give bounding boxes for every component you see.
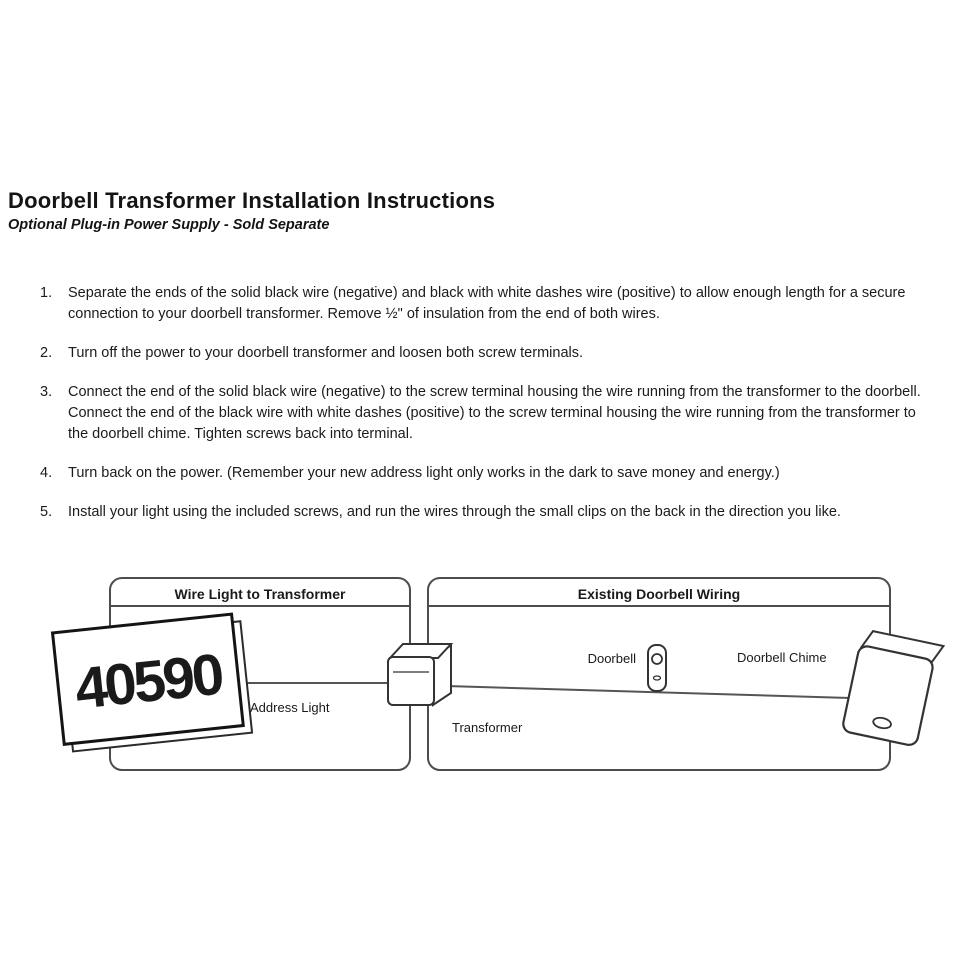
step-text: Turn off the power to your doorbell transformer and loosen both screw terminals.	[68, 345, 584, 362]
wire-transformer-to-chime	[446, 686, 850, 698]
transformer-box	[388, 644, 451, 705]
step-number: 2.	[40, 345, 53, 362]
doorbell-chime-box	[842, 629, 944, 748]
step-text: Connect the end of the solid black wire (negative) to the screw terminal housing the wire running from the transformer to the doorbell. Connect the end of the black wire with white dashes (positive) to the screw terminal housing the wire running from the transformer to the doorbell chime. Tighten screws back into terminal.	[68, 384, 921, 443]
step-number: 3.	[40, 384, 53, 401]
instruction-step-3	[40, 382, 935, 445]
instruction-step-2	[40, 343, 935, 364]
doorbell-chime-label: Doorbell Chime	[737, 650, 827, 665]
step-text: Turn back on the power. (Remember your new address light only works in the dark to save money and energy.)	[68, 465, 780, 482]
transformer-label: Transformer	[452, 720, 523, 735]
left-panel-title: Wire Light to Transformer	[174, 586, 346, 602]
wiring-diagram	[0, 555, 960, 835]
page-subtitle: Optional Plug-in Power Supply - Sold Separate	[8, 217, 330, 233]
instruction-list	[40, 283, 935, 541]
step-number: 4.	[40, 465, 53, 482]
right-panel-title: Existing Doorbell Wiring	[577, 586, 741, 602]
address-light-label: Address Light	[250, 700, 330, 715]
address-light-sign	[53, 613, 253, 752]
document-header	[8, 188, 495, 233]
step-number: 1.	[40, 285, 53, 301]
doorbell-label: Doorbell	[587, 651, 636, 666]
step-text: Separate the ends of the solid black wire (negative) and black with white dashes wire (positive) to allow enough length for a secure connection to your doorbell transformer. Remove ½" of insulation from the end of both wires.	[68, 285, 906, 323]
step-text: Install your light using the included screws, and run the wires through the small clips on the back in the direction you like.	[68, 504, 841, 521]
instruction-step-5	[40, 502, 935, 523]
address-light-number: 40590	[72, 641, 225, 722]
doorbell-button	[648, 645, 666, 691]
page-title: Doorbell Transformer Installation Instructions	[8, 188, 496, 213]
instruction-step-4	[40, 463, 935, 484]
instruction-step-1	[40, 283, 935, 325]
chime-front-face	[842, 645, 935, 747]
transformer-front-face	[388, 657, 434, 705]
step-number: 5.	[40, 504, 53, 521]
doorbell-button-plate	[648, 645, 666, 691]
